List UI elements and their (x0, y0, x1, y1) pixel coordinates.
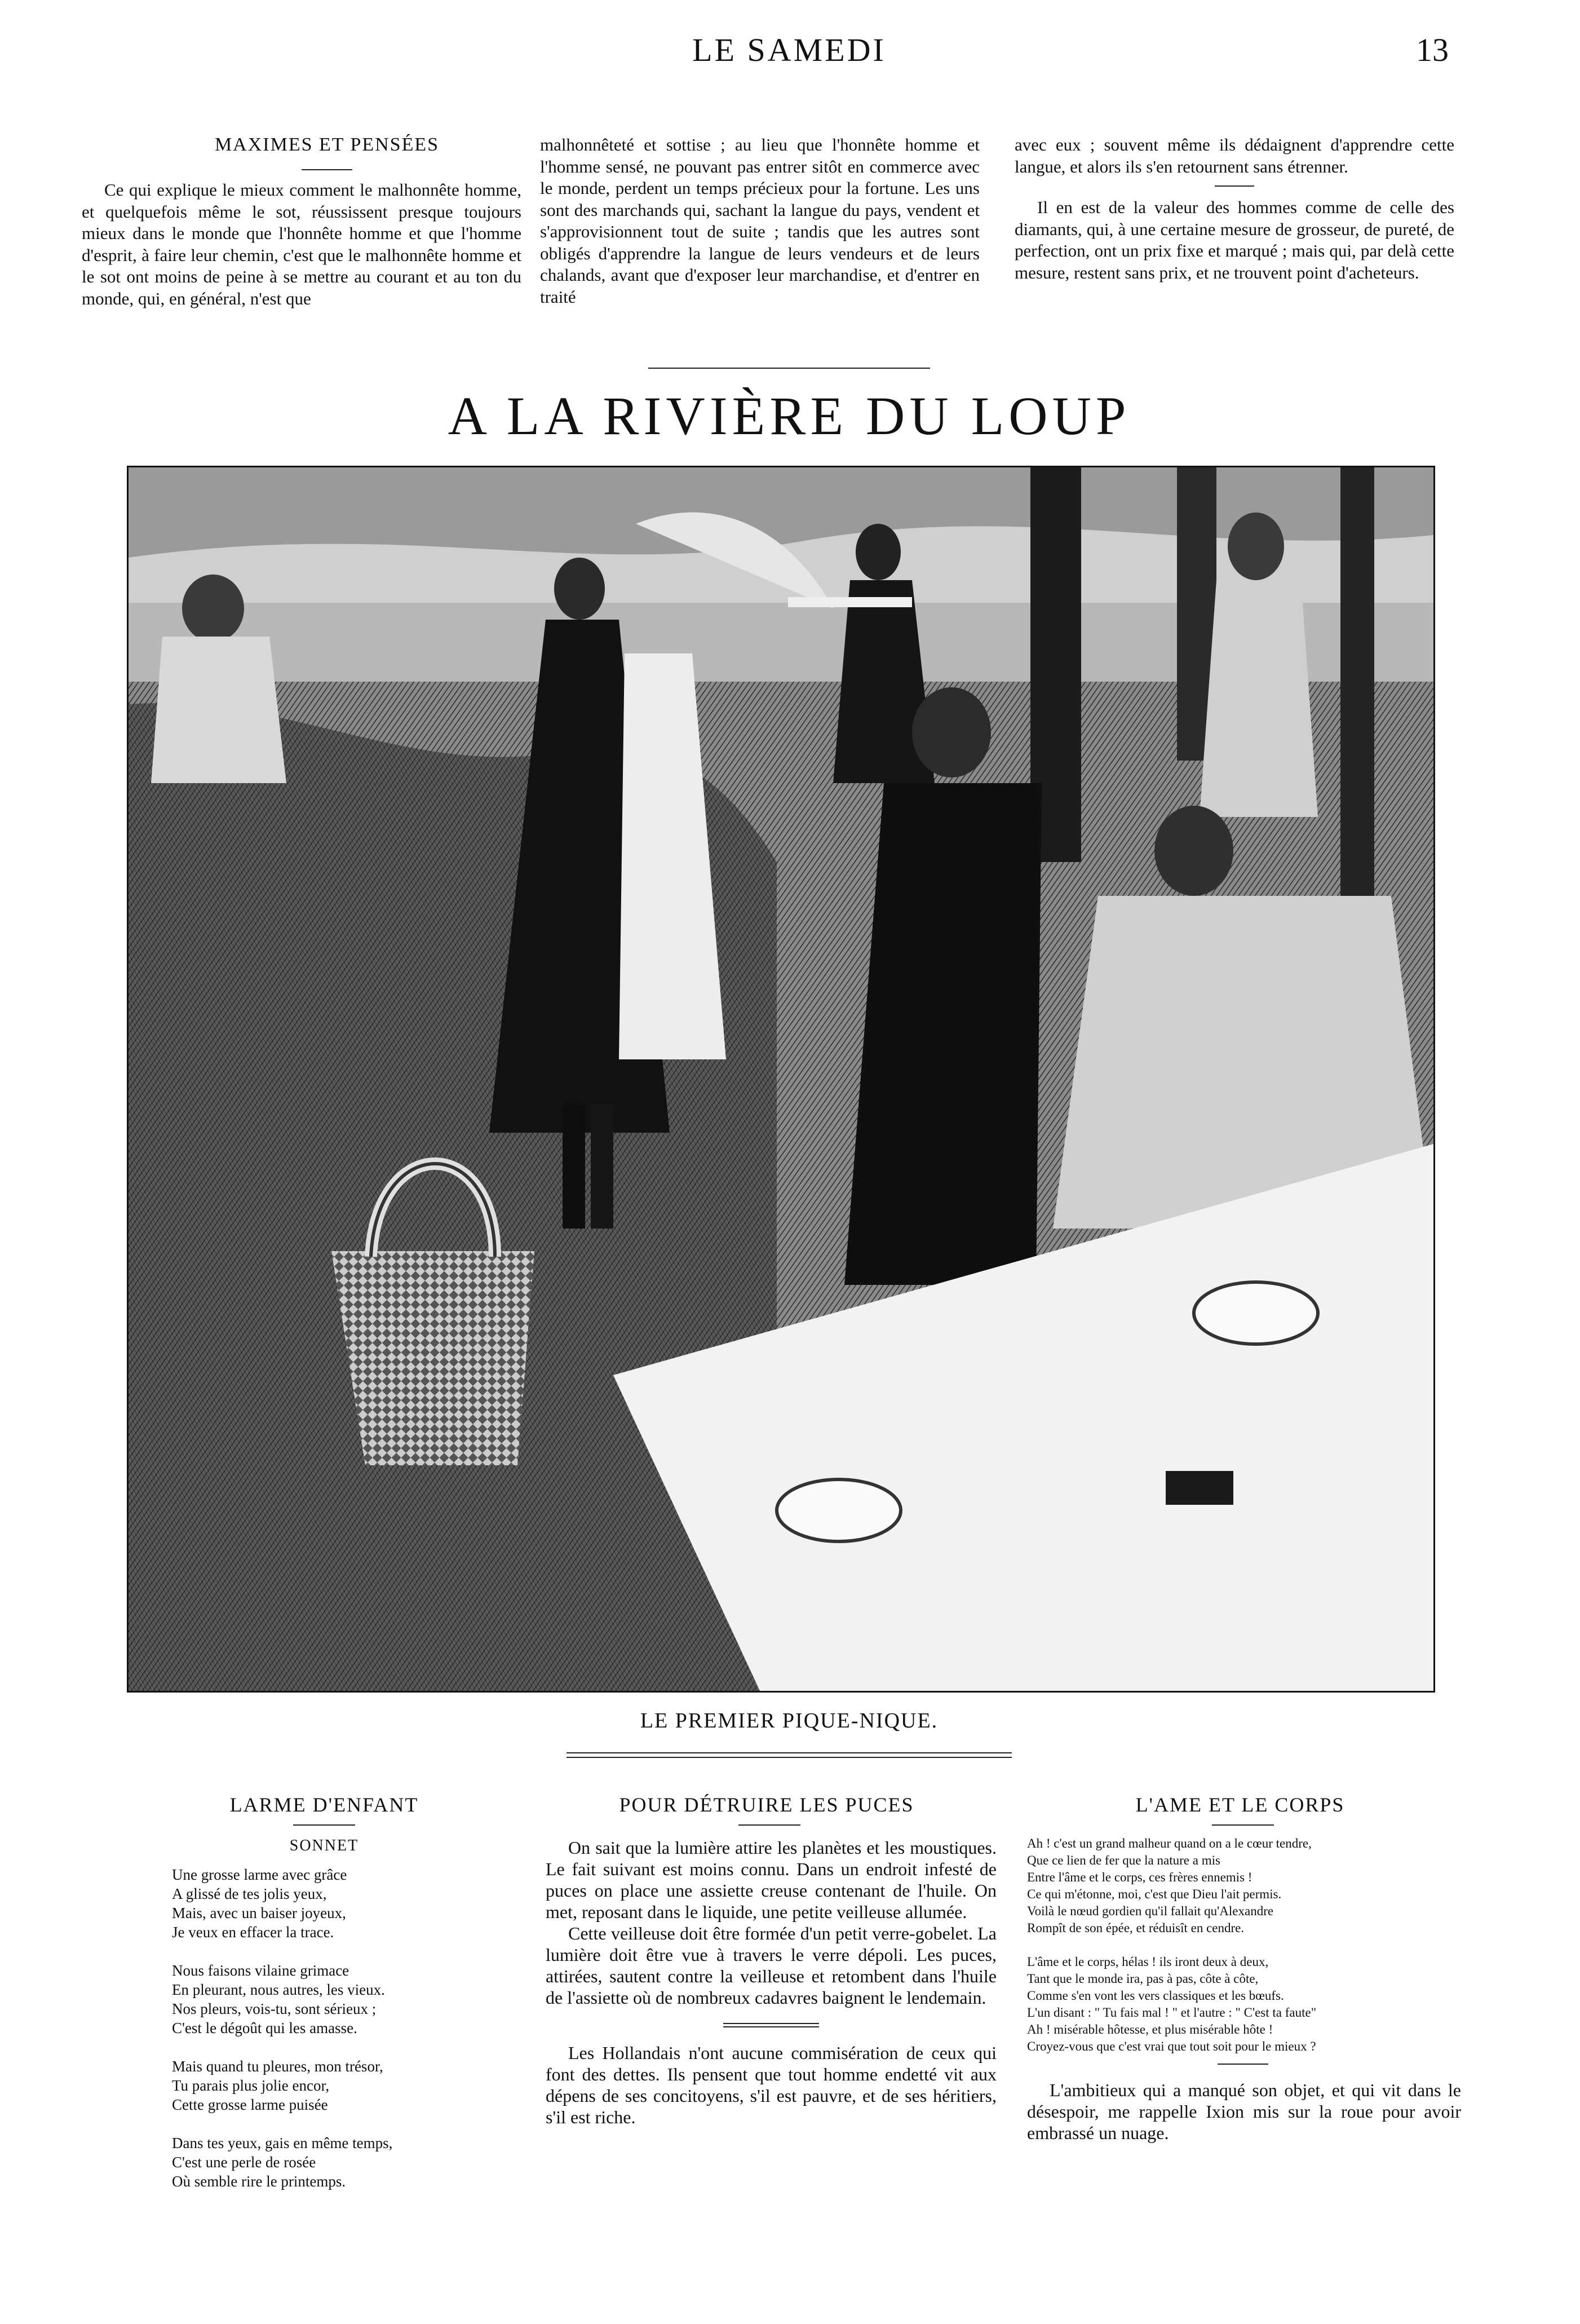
larme-stanza-4 (172, 2133, 510, 2191)
ame-stanza-1 (1027, 1835, 1461, 1937)
picnic-engraving (129, 467, 1433, 1691)
poem-line: L'un disant : " Tu fais mal ! " et l'autre : " C'est ta faute" (1027, 2005, 1317, 2020)
poem-line: Entre l'âme et le corps, ces frères ennemis ! (1027, 1870, 1253, 1884)
poem-line: A glissé de tes jolis yeux, (172, 1885, 327, 1902)
puces-paragraph-1: On sait que la lumière attire les planètes et les moustiques. Le fait suivant est moins connu. Dans un endroit infesté de puces on place une assiette creuse contenant de l'huile. On met, reposant dans le liquide, une petite veilleuse allumée. (546, 1837, 997, 1922)
larme-stanza-3 (172, 2057, 510, 2114)
poem-line: Cette grosse larme puisée (172, 2096, 328, 2113)
poem-line: Où semble rire le printemps. (172, 2173, 346, 2190)
maximes-column-3 (1015, 134, 1454, 284)
ame-title-rule (1212, 1824, 1274, 1826)
poem-line: Nos pleurs, vois-tu, sont sérieux ; (172, 2000, 377, 2017)
poem-line: Rompît de son épée, et réduisît en cendre. (1027, 1921, 1245, 1935)
maximes-paragraph-4: Il en est de la valeur des hommes comme de celle des diamants, qui, à une certaine mesure de grosseur, de pureté, de perfection, ont un prix fixe et marqué ; mais qui, par delà cette mesure, restent sans prix, et ne trouvent point d'acheteurs. (1015, 197, 1454, 282)
poem-line: Tant que le monde ira, pas à pas, côte à côte, (1027, 1972, 1259, 1986)
maximes-column-2 (540, 134, 980, 308)
poem-line: Une grosse larme avec grâce (172, 1866, 347, 1883)
caption-divider (567, 1752, 1012, 1758)
poem-line: Mais, avec un baiser joyeux, (172, 1905, 346, 1921)
poem-line: Ce qui m'étonne, moi, c'est que Dieu l'ait permis. (1027, 1887, 1282, 1901)
larme-title: LARME D'ENFANT (229, 1793, 419, 1816)
ame-poem (1027, 1835, 1461, 2055)
maximes-column-1 (82, 179, 521, 310)
maximes-paragraph-3: avec eux ; souvent même ils dédaignent d'apprendre cette langue, et alors ils s'en retournent sans étrenner. (1015, 135, 1454, 176)
running-title: LE SAMEDI (692, 32, 886, 68)
poem-line: C'est le dégoût qui les amasse. (172, 2020, 357, 2036)
ame-stanza-2 (1027, 1954, 1461, 2055)
page-number: 13 (1416, 32, 1449, 68)
ame-inner-rule (1218, 2064, 1268, 2065)
larme-poem (172, 1865, 510, 2210)
maximes-title: MAXIMES ET PENSÉES (214, 134, 440, 155)
maximes-inner-rule (1215, 185, 1254, 187)
maximes-paragraph-2: malhonnêteté et sottise ; au lieu que l'honnête homme et l'homme sensé, ne pouvant pas entrer sitôt en commerce avec le monde, perdent un temps précieux pour la fortune. Les uns sont des marchands qui, sachant la langue du pays, vendent et s'approvisionnent tout de suite ; tandis que les autres sont obligés d'apprendre la langue de leurs vendeurs et de leurs chalands, avant que d'exposer leur marchandise, et d'entrer en traité (540, 135, 980, 307)
larme-stanza-2 (172, 1961, 510, 2038)
poem-line: Je veux en effacer la trace. (172, 1924, 334, 1941)
puces-paragraph-2: Cette veilleuse doit être formée d'un petit verre-gobelet. La lumière doit être vue à travers le verre dépoli. Les puces, attirées, sautent contre la veilleuse et retombent dans l'huile de l'assiette où de nombreux cadavres baignent le lendemain. (546, 1923, 997, 2008)
poem-line: En pleurant, nous autres, les vieux. (172, 1981, 385, 1998)
maximes-paragraph-1: Ce qui explique le mieux comment le malhonnête homme, et quelquefois même le sot, réussissent presque toujours mieux dans le monde que l'honnête homme et que l'homme d'esprit, à faire leur chemin, c'est que le malhonnête homme et le sot ont moins de peine à se mettre au courant et au ton du monde, qui, en général, n'est que (82, 180, 521, 308)
poem-line: Comme s'en vont les vers classiques et les bœufs. (1027, 1989, 1284, 2003)
ame-paragraph-1: L'ambitieux qui a manqué son objet, et qui vit dans le désespoir, me rappelle Ixion mis sur la roue pour avoir embrassé un nuage. (1027, 2080, 1461, 2143)
illustration-caption: LE PREMIER PIQUE-NIQUE. (640, 1709, 939, 1733)
ame-title: L'AME ET LE CORPS (1135, 1793, 1345, 1816)
poem-line: L'âme et le corps, hélas ! ils iront deux à deux, (1027, 1955, 1269, 1969)
poem-line: Voilà le nœud gordien qu'il fallait qu'Alexandre (1027, 1904, 1274, 1918)
puces-column (546, 1837, 997, 2128)
poem-line: Dans tes yeux, gais en même temps, (172, 2135, 393, 2151)
illustration-title: A LA RIVIÈRE DU LOUP (448, 386, 1131, 446)
larme-title-rule (293, 1824, 355, 1826)
poem-line: Que ce lien de fer que la nature a mis (1027, 1853, 1220, 1867)
larme-stanza-1 (172, 1865, 510, 1942)
poem-line: Ah ! misérable hôtesse, et plus misérable hôte ! (1027, 2022, 1273, 2036)
puces-paragraph-3: Les Hollandais n'ont aucune commisération de ceux qui font des dettes. Ils pensent que tout homme endetté vit aux dépens de ses concitoyens, s'il est pauvre, et de ses héritiers, s'il est riche. (546, 2043, 997, 2127)
puces-inner-rule (723, 2023, 819, 2027)
picnic-illustration (127, 466, 1435, 1693)
puces-title-rule (738, 1824, 800, 1826)
poem-line: Nous faisons vilaine grimace (172, 1962, 349, 1979)
poem-line: Ah ! c'est un grand malheur quand on a le cœur tendre, (1027, 1836, 1312, 1850)
poem-line: C'est une perle de rosée (172, 2154, 316, 2171)
larme-subtitle: SONNET (289, 1837, 359, 1854)
title-divider (648, 368, 930, 369)
puces-title: POUR DÉTRUIRE LES PUCES (619, 1793, 914, 1816)
poem-line: Croyez-vous que c'est vrai que tout soit pour le mieux ? (1027, 2039, 1316, 2053)
poem-line: Mais quand tu pleures, mon trésor, (172, 2058, 383, 2075)
poem-line: Tu parais plus jolie encor, (172, 2077, 330, 2094)
maximes-title-rule (302, 169, 352, 170)
ame-prose (1027, 2079, 1461, 2144)
